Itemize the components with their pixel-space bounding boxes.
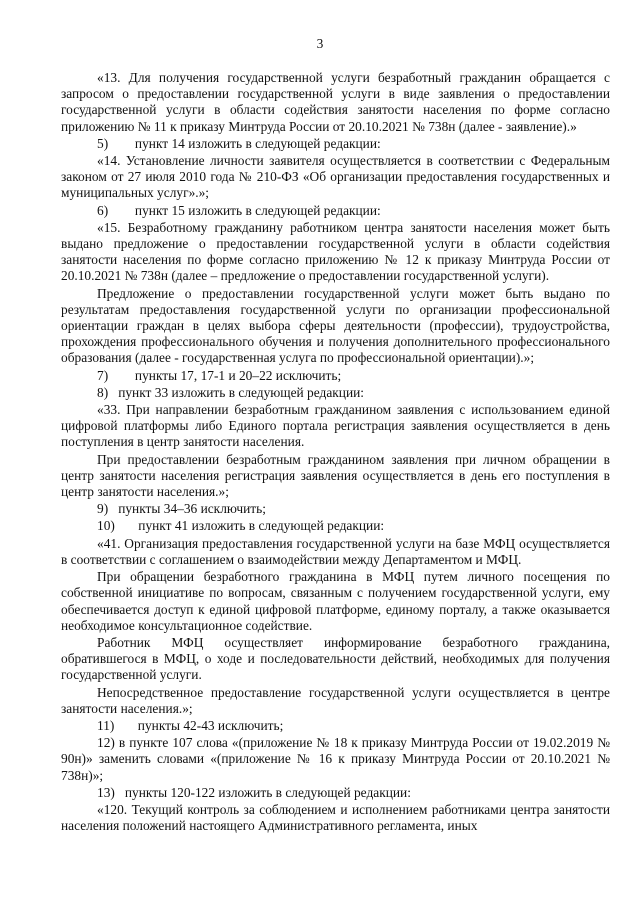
- paragraph: Предложение о предоставлении государственной услуги может быть выдано по результатам предоставления государственной услуги по организации профессиональной ориентации граждан в целях выбора сферы деятельности (профессии), трудоустройства, прохождения профессионального обучения и получения дополнительного профессионального образования (далее - государственная услуга по профессиональной ориентации).»;: [61, 285, 610, 366]
- list-item: 13) пункты 120-122 изложить в следующей редакции:: [97, 784, 411, 800]
- list-item: 10) пункт 41 изложить в следующей редакции:: [97, 518, 385, 534]
- paragraph: 12) в пункте 107 слова «(приложение № 18 к приказу Минтруда России от 19.02.2019 № 90н)» заменить словами «(приложение № 16 к приказу Минтруда России от 20.10.2021 № 738н)»;: [61, 735, 610, 783]
- document-body: [61, 70, 610, 835]
- paragraph: «13. Для получения государственной услуги безработный гражданин обращается с запросом о предоставлении государственной услуги в виде заявления о предоставлении государственной услуги в области содействия занятости населения по форме согласно приложению № 11 к приказу Минтруда России от 20.10.2021 № 738н (далее - заявление).»: [61, 70, 610, 134]
- paragraph: «14. Установление личности заявителя осуществляется в соответствии с Федеральным законом от 27 июля 2010 года № 210-ФЗ «Об организации предоставления государственных и муниципальных услуг».»;: [61, 153, 610, 201]
- list-item: 7) пункты 17, 17-1 и 20–22 исключить;: [97, 367, 342, 383]
- paragraph: Непосредственное предоставление государственной услуги осуществляется в центре занятости населения.»;: [61, 684, 610, 716]
- list-item: 9) пункты 34–36 исключить;: [97, 501, 266, 517]
- list-item: 5) пункт 14 изложить в следующей редакции:: [97, 135, 381, 151]
- paragraph: При обращении безработного гражданина в МФЦ путем личного посещения по собственной инициативе по вопросам, связанным с получением государственной услуги, ему обеспечивается доступ к единой цифровой платформе, единому порталу, а также оказывается необходимое консультационное содействие.: [61, 569, 610, 633]
- paragraph: «41. Организация предоставления государственной услуги на базе МФЦ осуществляется в соответствии с соглашением о взаимодействии между Департаментом и МФЦ.: [61, 535, 610, 567]
- page-number: 3: [316, 36, 324, 51]
- paragraph: «15. Безработному гражданину работником центра занятости населения может быть выдано предложение о предоставлении государственной услуги в области содействия занятости населения по форме согласно приложению № 12 к приказу Минтруда России от 20.10.2021 № 738н (далее – предложение о предоставлении государственной услуги).: [61, 219, 610, 284]
- paragraph: «120. Текущий контроль за соблюдением и исполнением работниками центра занятости населения положений настоящего Административного регламента, иных: [61, 801, 610, 834]
- list-item: 6) пункт 15 изложить в следующей редакции:: [97, 202, 381, 218]
- list-item: 11) пункты 42-43 исключить;: [97, 717, 284, 733]
- paragraph: Работник МФЦ осуществляет информирование безработного гражданина, обратившегося в МФЦ, о ходе и последовательности действий, необходимых для получения государственной услуги.: [61, 634, 610, 683]
- paragraph: При предоставлении безработным гражданином заявления при личном обращении в центр занятости населения регистрация заявления осуществляется в день его поступления в центр занятости населения.»;: [61, 451, 610, 500]
- list-item: 8) пункт 33 изложить в следующей редакции:: [97, 384, 365, 400]
- paragraph: «33. При направлении безработным гражданином заявления с использованием единой цифровой платформы либо Единого портала регистрация заявления осуществляется в день поступления в центр занятости населения.: [61, 402, 610, 450]
